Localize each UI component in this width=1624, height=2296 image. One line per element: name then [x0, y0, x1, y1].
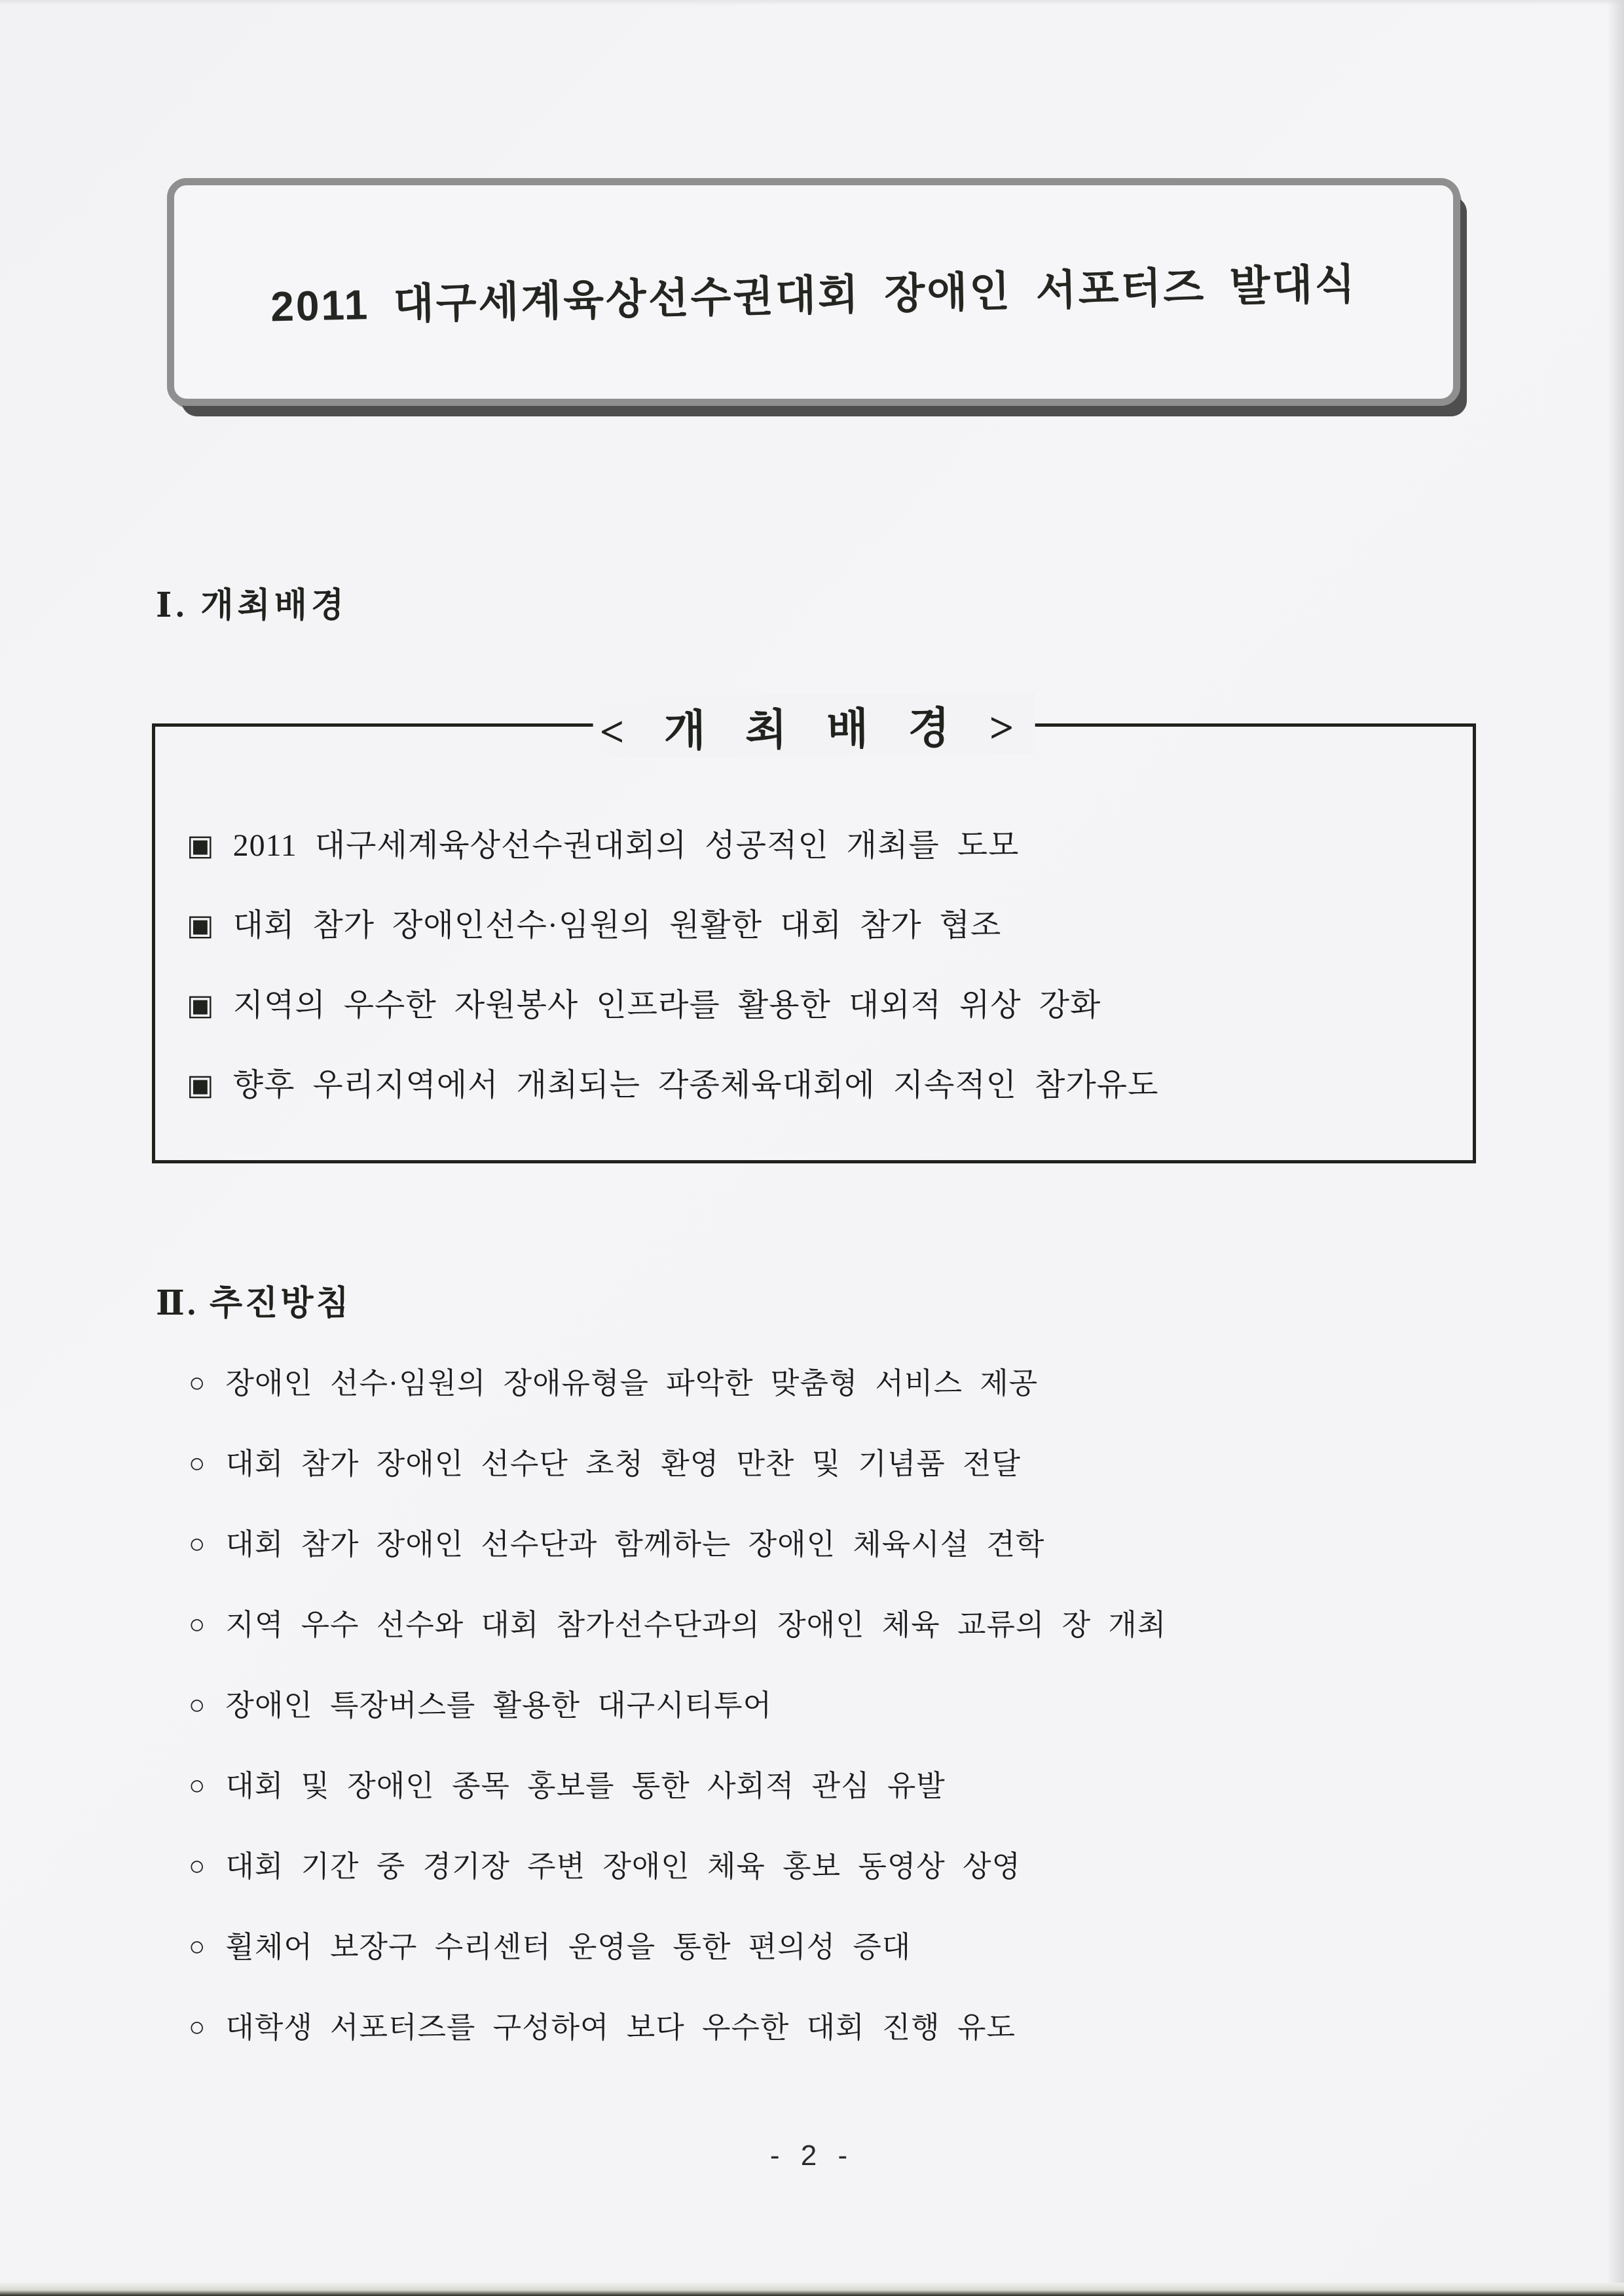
- square-bullet-icon: ▣: [187, 1069, 215, 1101]
- plan-item-text: 대학생 서포터즈를 구성하여 보다 우수한 대회 진행 유도: [225, 2011, 1016, 2044]
- plan-item-8: [189, 1925, 1585, 1969]
- square-bullet-icon: ▣: [187, 909, 215, 941]
- plan-item-text: 장애인 선수·임원의 장애유형을 파악한 맞춤형 서비스 제공: [225, 1367, 1039, 1400]
- plan-item-text: 대회 참가 장애인 선수단과 함께하는 장애인 체육시설 견학: [225, 1528, 1045, 1561]
- background-item-text: 지역의 우수한 자원봉사 인프라를 활용한 대외적 위상 강화: [232, 988, 1101, 1023]
- background-item-4: [187, 1063, 1453, 1108]
- plan-item-2: [189, 1442, 1585, 1485]
- plan-item-text: 대회 기간 중 경기장 주변 장애인 체육 홍보 동영상 상영: [225, 1850, 1021, 1883]
- plan-item-5: [189, 1684, 1585, 1727]
- circle-bullet-icon: ○: [189, 1368, 206, 1398]
- title-banner: [167, 178, 1460, 406]
- square-bullet-icon: ▣: [187, 829, 215, 862]
- plan-item-1: [189, 1362, 1585, 1405]
- plan-item-list: [189, 1362, 1585, 2086]
- circle-bullet-icon: ○: [189, 1851, 206, 1882]
- background-item-text: 향후 우리지역에서 개최되는 각종체육대회에 지속적인 참가유도: [232, 1068, 1159, 1102]
- scan-edge-bottom: [0, 2283, 1624, 2296]
- page-number: - 2 -: [769, 2140, 855, 2172]
- background-item-1: [187, 824, 1453, 868]
- background-item-text: 대회 참가 장애인선수·임원의 원활한 대회 참가 협조: [232, 908, 1002, 943]
- circle-bullet-icon: ○: [189, 1529, 206, 1559]
- scan-edge-right: [1607, 0, 1624, 2296]
- circle-bullet-icon: ○: [189, 1690, 206, 1721]
- circle-bullet-icon: ○: [189, 2013, 206, 2043]
- circle-bullet-icon: ○: [189, 1610, 206, 1640]
- plan-item-4: [189, 1603, 1585, 1647]
- background-item-list: [187, 824, 1453, 1143]
- plan-item-9: [189, 2006, 1585, 2049]
- circle-bullet-icon: ○: [189, 1932, 206, 1962]
- plan-item-text: 대회 및 장애인 종목 홍보를 통한 사회적 관심 유발: [225, 1770, 946, 1802]
- circle-bullet-icon: ○: [189, 1449, 206, 1479]
- background-item-text: 2011 대구세계육상선수권대회의 성공적인 개최를 도모: [232, 828, 1020, 863]
- section1-heading: Ⅰ. 개최배경: [156, 587, 348, 625]
- plan-item-7: [189, 1845, 1585, 1888]
- plan-item-text: 지역 우수 선수와 대회 참가선수단과의 장애인 체육 교류의 장 개최: [225, 1609, 1167, 1641]
- background-item-3: [187, 983, 1453, 1028]
- background-box-title: < 개 최 배 경 >: [593, 692, 1035, 759]
- plan-item-text: 휠체어 보장구 수리센터 운영을 통한 편의성 증대: [225, 1931, 912, 1963]
- document-title: 2011 대구세계육상선수권대회 장애인 서포터즈 발대식: [270, 260, 1357, 331]
- scan-edge-top: [0, 0, 1624, 5]
- section2-heading: Ⅱ. 추진방침: [156, 1285, 352, 1322]
- plan-item-text: 장애인 특장버스를 활용한 대구시티투어: [225, 1689, 773, 1722]
- plan-item-6: [189, 1764, 1585, 1808]
- plan-item-3: [189, 1523, 1585, 1566]
- plan-item-text: 대회 참가 장애인 선수단 초청 환영 만찬 및 기념품 전달: [225, 1448, 1021, 1480]
- background-box: [152, 704, 1476, 1163]
- background-item-2: [187, 903, 1453, 948]
- square-bullet-icon: ▣: [187, 989, 215, 1021]
- circle-bullet-icon: ○: [189, 1771, 206, 1801]
